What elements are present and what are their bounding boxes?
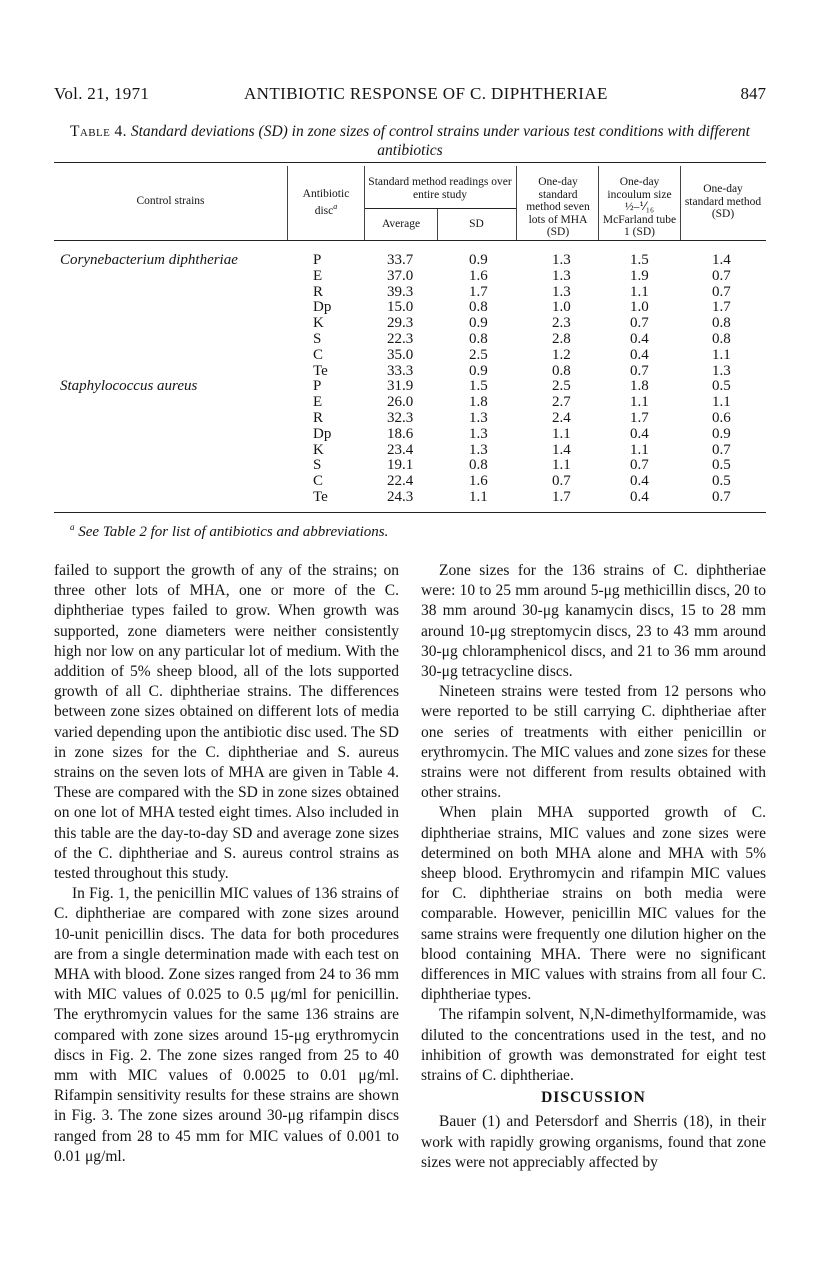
running-title: ANTIBIOTIC RESPONSE OF C. DIPHTHERIAE: [244, 84, 608, 103]
average-value: 19.1: [387, 457, 414, 474]
seven-lots-sd: 2.3: [552, 315, 571, 332]
inoculum-sd: 1.0: [630, 299, 649, 316]
footnote-text: See Table 2 for list of antibiotics and abbreviations.: [78, 524, 389, 540]
sd-value: 1.5: [469, 378, 488, 395]
sd-value: 1.7: [469, 283, 488, 300]
one-day-sd: 1.4: [712, 252, 731, 268]
table-row: [60, 299, 766, 316]
average-value: 37.0: [387, 267, 414, 284]
average-value: 18.6: [387, 425, 414, 442]
sd-value: 1.6: [469, 473, 488, 490]
sd-value: 0.9: [469, 315, 488, 332]
inoculum-sd: 0.4: [630, 346, 649, 363]
average-value: 29.3: [387, 315, 414, 332]
table-label: Table 4.: [70, 123, 127, 140]
header-divider: [364, 166, 365, 240]
page-number: 847: [740, 84, 766, 103]
one-day-sd: 1.1: [712, 346, 731, 363]
average-value: 15.0: [387, 299, 414, 316]
antibiotic-disc: C: [313, 346, 324, 363]
header-antibiotic-disc: Antibiotic disc$^a$: [302, 188, 350, 217]
header-divider: [598, 166, 599, 240]
sd-value: 1.3: [469, 441, 488, 458]
seven-lots-sd: 1.3: [552, 252, 571, 268]
antibiotic-disc: S: [313, 331, 322, 347]
std-group-rule: [364, 208, 516, 209]
seven-lots-sd: 1.2: [552, 346, 571, 363]
antibiotic-disc: E: [313, 394, 323, 411]
average-value: 33.7: [387, 252, 414, 268]
antibiotic-disc: K: [313, 315, 324, 332]
one-day-sd: 1.1: [712, 394, 731, 411]
footnote-mark: a: [70, 522, 75, 532]
inoculum-sd: 1.7: [630, 410, 649, 426]
sd-value: 0.9: [469, 362, 488, 379]
seven-lots-sd: 1.0: [552, 299, 571, 316]
inoculum-sd: 0.4: [630, 331, 649, 347]
one-day-sd: 0.7: [712, 441, 731, 458]
sd-value: 1.3: [469, 410, 488, 426]
paragraph: Bauer (1) and Petersdorf and Sherris (18), in their work with rapidly growing organisms, found that zone sizes were not appreciably affected by: [421, 1113, 766, 1171]
paragraph: failed to support the growth of any of the strains; on three other lots of MHA, one or more of the C. diphtheriae types failed to grow. When growth was supported, zone diameters were neither consistently high nor low on any particular lot of medium. With the addition of 5% sheep blood, all of the lots supported growth of all C. diphtheriae strains. The differences between zone sizes obtained on different lots of media varied depending upon the antibiotic disc used. The SD in zone sizes for the C. diphtheriae and S. aureus strains on the seven lots of MHA are given in Table 4. These are compared with the SD in zone sizes obtained on one lot of MHA tested eight times. Also included in this table are the day-to-day SD and average zone sizes of the C. diphtheriae and S. aureus control strains as tested throughout this study.: [54, 562, 399, 883]
header-seven-lots: One-day standard method seven lots of MHA (SD): [526, 176, 590, 238]
table-top-rule: [54, 162, 766, 163]
header-control-strains: Control strains: [136, 195, 205, 207]
sd-value: 1.8: [469, 394, 488, 411]
inoculum-sd: 0.4: [630, 473, 649, 490]
one-day-sd: 0.5: [712, 457, 731, 474]
average-value: 31.9: [387, 378, 414, 395]
inoculum-sd: 0.7: [630, 457, 649, 474]
antibiotic-disc: C: [313, 473, 324, 490]
seven-lots-sd: 1.3: [552, 267, 571, 284]
antibiotic-disc: Dp: [313, 425, 332, 442]
antibiotic-disc: Te: [313, 362, 328, 379]
seven-lots-sd: 1.7: [552, 489, 571, 505]
antibiotic-disc: P: [313, 378, 322, 395]
average-value: 22.3: [387, 331, 414, 347]
average-value: 35.0: [387, 346, 414, 363]
table-row: [60, 363, 766, 380]
one-day-sd: 0.8: [712, 315, 731, 332]
one-day-sd: 0.7: [712, 283, 731, 300]
average-value: 32.3: [387, 410, 414, 426]
header-inoculum: One-day incoulum size ½–⅟₁₆ McFarland tube 1 (SD): [602, 176, 677, 238]
table-row: [60, 442, 766, 459]
average-value: 22.4: [387, 473, 414, 490]
table-row: [60, 315, 766, 332]
paragraph: Nineteen strains were tested from 12 persons who were reported to be still carrying C. diphtheriae after one series of treatments with either penicillin or erythromycin. The MIC values and zone sizes for these strains were not different from results obtained with other strains.: [421, 683, 766, 802]
table-caption: [54, 122, 766, 160]
one-day-sd: 1.7: [712, 299, 731, 316]
sd-value: 0.9: [469, 252, 488, 268]
seven-lots-sd: 2.7: [552, 394, 571, 411]
inoculum-sd: 0.4: [630, 489, 649, 505]
right-column: [421, 561, 766, 1173]
one-day-sd: 1.3: [712, 362, 731, 379]
average-value: 26.0: [387, 394, 414, 411]
seven-lots-sd: 1.3: [552, 283, 571, 300]
one-day-sd: 0.7: [712, 489, 731, 505]
inoculum-sd: 1.1: [630, 394, 649, 411]
table-footnote: [70, 522, 388, 541]
antibiotic-disc: R: [313, 283, 324, 300]
table-row: [60, 473, 766, 490]
seven-lots-sd: 1.4: [552, 441, 571, 458]
inoculum-sd: 0.4: [630, 425, 649, 442]
inoculum-sd: 1.1: [630, 441, 649, 458]
sd-value: 1.3: [469, 425, 488, 442]
table-row: [60, 426, 766, 443]
header-standard-method-group: Standard method readings over entire study: [368, 176, 512, 201]
volume-label: Vol. 21, 1971: [54, 84, 150, 103]
sd-value: 0.8: [469, 331, 488, 347]
average-value: 24.3: [387, 489, 414, 505]
sd-value: 1.6: [469, 267, 488, 284]
inoculum-sd: 1.9: [630, 267, 649, 284]
paragraph: When plain MHA supported growth of C. diphtheriae strains, MIC values and zone sizes were determined on both MHA alone and MHA with 5% sheep blood. Erythromycin and rifampin MIC values for C. diphtheriae strains on both media were comparable. However, penicillin MIC values for the same strains were frequently one dilution higher on the blood containing MHA. There were no significant differences in MIC values with strains from all four C. diphtheriae types.: [421, 804, 766, 1004]
one-day-sd: 0.9: [712, 425, 731, 442]
table-caption-text: Standard deviations (SD) in zone sizes of control strains under various test conditions with different antibiotics: [130, 123, 750, 159]
seven-lots-sd: 1.1: [552, 457, 571, 474]
running-head: [54, 84, 766, 106]
inoculum-sd: 1.5: [630, 252, 649, 268]
one-day-sd: 0.7: [712, 267, 731, 284]
paragraph: The rifampin solvent, N,N-dimethylformamide, was diluted to the concentrations used in the test, and no inhibition of growth was demonstrated for eight test strains of C. diphtheriae.: [421, 1006, 766, 1085]
organism-name: Staphylococcus aureus: [60, 378, 198, 395]
table-row: [60, 347, 766, 364]
sd-value: 0.8: [469, 457, 488, 474]
inoculum-sd: 1.1: [630, 283, 649, 300]
seven-lots-sd: 0.7: [552, 473, 571, 490]
seven-lots-sd: 2.8: [552, 331, 571, 347]
footnote-marker: a: [333, 201, 338, 211]
table-header-rule: [54, 240, 766, 241]
table-row: [60, 252, 766, 269]
table-bottom-rule: [54, 512, 766, 513]
seven-lots-sd: 2.5: [552, 378, 571, 395]
seven-lots-sd: 2.4: [552, 410, 571, 426]
one-day-sd: 0.8: [712, 331, 731, 347]
sd-value: 2.5: [469, 346, 488, 363]
sd-value: 1.1: [469, 489, 488, 505]
inoculum-sd: 0.7: [630, 315, 649, 332]
table-row: [60, 378, 766, 395]
organism-name: Corynebacterium diphtheriae: [60, 252, 238, 268]
one-day-sd: 0.5: [712, 473, 731, 490]
header-one-day: One-day standard method (SD): [684, 183, 762, 220]
table-row: [60, 284, 766, 301]
antibiotic-disc: Te: [313, 489, 328, 505]
header-sd: SD: [469, 218, 484, 230]
antibiotic-disc: R: [313, 410, 324, 426]
one-day-sd: 0.6: [712, 410, 731, 426]
table-row: [60, 457, 766, 474]
seven-lots-sd: 1.1: [552, 425, 571, 442]
seven-lots-sd: 0.8: [552, 362, 571, 379]
average-value: 39.3: [387, 283, 414, 300]
header-divider: [680, 166, 681, 240]
antibiotic-disc: S: [313, 457, 322, 474]
inoculum-sd: 0.7: [630, 362, 649, 379]
left-column: [54, 561, 399, 1167]
one-day-sd: 0.5: [712, 378, 731, 395]
table-row: [60, 489, 766, 506]
antibiotic-disc: Dp: [313, 299, 332, 316]
sd-value: 0.8: [469, 299, 488, 316]
header-divider: [287, 166, 288, 240]
header-divider: [516, 166, 517, 240]
antibiotic-disc: K: [313, 441, 324, 458]
antibiotic-disc: P: [313, 252, 322, 268]
table-row: [60, 410, 766, 427]
paragraph: Zone sizes for the 136 strains of C. diphtheriae were: 10 to 25 mm around 5-μg methicillin discs, 20 to 38 mm around 30-μg kanamycin discs, 15 to 28 mm around 10-μg streptomycin discs, 23 to 43 mm around 30-μg chloramphenicol discs, and 21 to 36 mm around 30-μg tetracycline discs.: [421, 562, 766, 681]
antibiotic-disc: E: [313, 267, 323, 284]
discussion-heading: DISCUSSION: [541, 1089, 646, 1107]
table-row: [60, 268, 766, 285]
table-row: [60, 331, 766, 348]
header-divider: [437, 209, 438, 240]
paragraph: In Fig. 1, the penicillin MIC values of 136 strains of C. diphtheriae are compared with zone sizes around 10-unit penicillin discs. The data for both procedures are from a single determination made with each test on MHA with blood. Zone sizes ranged from 24 to 36 mm with MIC values of 0.025 to 0.5 μg/ml for penicillin. The erythromycin values for the same 136 strains are compared with zone sizes around 15-μg erythromycin discs in Fig. 2. The zone sizes ranged from 25 to 40 mm with MIC values of 0.0025 to 0.01 μg/ml. Rifampin sensitivity results for these strains are shown in Fig. 3. The zone sizes around 30-μg rifampin discs ranged from 28 to 45 mm for MIC values of 0.001 to 0.01 μg/ml.: [54, 885, 399, 1165]
header-average: Average: [381, 218, 421, 230]
inoculum-sd: 1.8: [630, 378, 649, 395]
average-value: 33.3: [387, 362, 414, 379]
table-row: [60, 394, 766, 411]
average-value: 23.4: [387, 441, 414, 458]
